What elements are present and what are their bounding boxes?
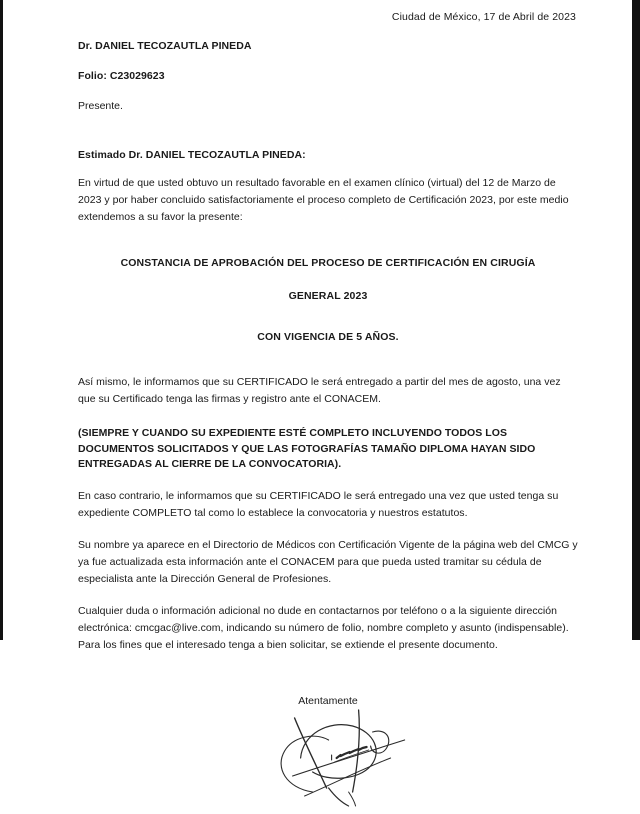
signature-area [78,694,578,814]
intro-paragraph: En virtud de que usted obtuvo un resultado favorable en el examen clínico (virtual) del 12 de Marzo de 2023 y por haber concluido satisfactoriamente el proceso completo de Certificación 2023, por este medio extendemos a su favor la presente: [78,177,569,223]
certificate-title-line-1: CONSTANCIA DE APROBACIÓN DEL PROCESO DE CERTIFICACIÓN EN CIRUGÍA [120,257,536,269]
salutation-line: Estimado Dr. DANIEL TECOZAUTLA PINEDA: [78,149,306,161]
document-sheet [3,0,632,707]
handwritten-signature [241,696,431,806]
certificate-title-block [78,256,578,344]
addressee-name: Dr. DANIEL TECOZAUTLA PINEDA [78,40,252,52]
folio-number: Folio: C23029623 [78,70,165,82]
paragraph-contacto: Cualquier duda o información adicional no dude en contactarnos por teléfono o a la siguiente dirección electrónica: cmcgac@live.com, indicando su número de folio, nombre completo y asunto (indispensable). [78,604,569,634]
date-line: Ciudad de México, 17 de Abril de 2023 [391,11,576,23]
paragraph-caso-contrario: En caso contrario, le informamos que su CERTIFICADO le será entregado una vez que usted tenga su expediente COMPLETO tal como lo establece la convocatoria y nuestros estatutos. [78,489,559,519]
paragraph-fines: Para los fines que el interesado tenga a bien solicitar, se extiende el presente documento. [78,638,498,651]
certificate-title-line-2: GENERAL 2023 [288,290,368,302]
paragraph-certificado-entrega: Así mismo, le informamos que su CERTIFICADO le será entregado a partir del mes de agosto, una vez que su Certificado tenga las firmas y registro ante el CONACEM. [78,376,561,405]
paragraph-directorio-medicos: Su nombre ya aparece en el Directorio de Médicos con Certificación Vigente de la página web del CMCG y ya fue actualizada esta información ante el CONACEM para que pueda usted tramitar su cédula de especialista ante la Dirección General de Profesiones. [78,538,578,585]
paragraph-condicion-expediente: (SIEMPRE Y CUANDO SU EXPEDIENTE ESTÉ COMPLETO INCLUYENDO TODOS LOS DOCUMENTOS SOLICITADOS Y QUE LAS FOTOGRAFÍAS TAMAÑO DIPLOMA HAYAN SIDO ENTREGADAS AL CIERRE DE LA CONVOCATORIA). [78,427,536,470]
closing-label: Atentamente [298,694,358,707]
certificate-validity-line: CON VIGENCIA DE 5 AÑOS. [257,331,399,343]
presente-label: Presente. [78,100,123,112]
